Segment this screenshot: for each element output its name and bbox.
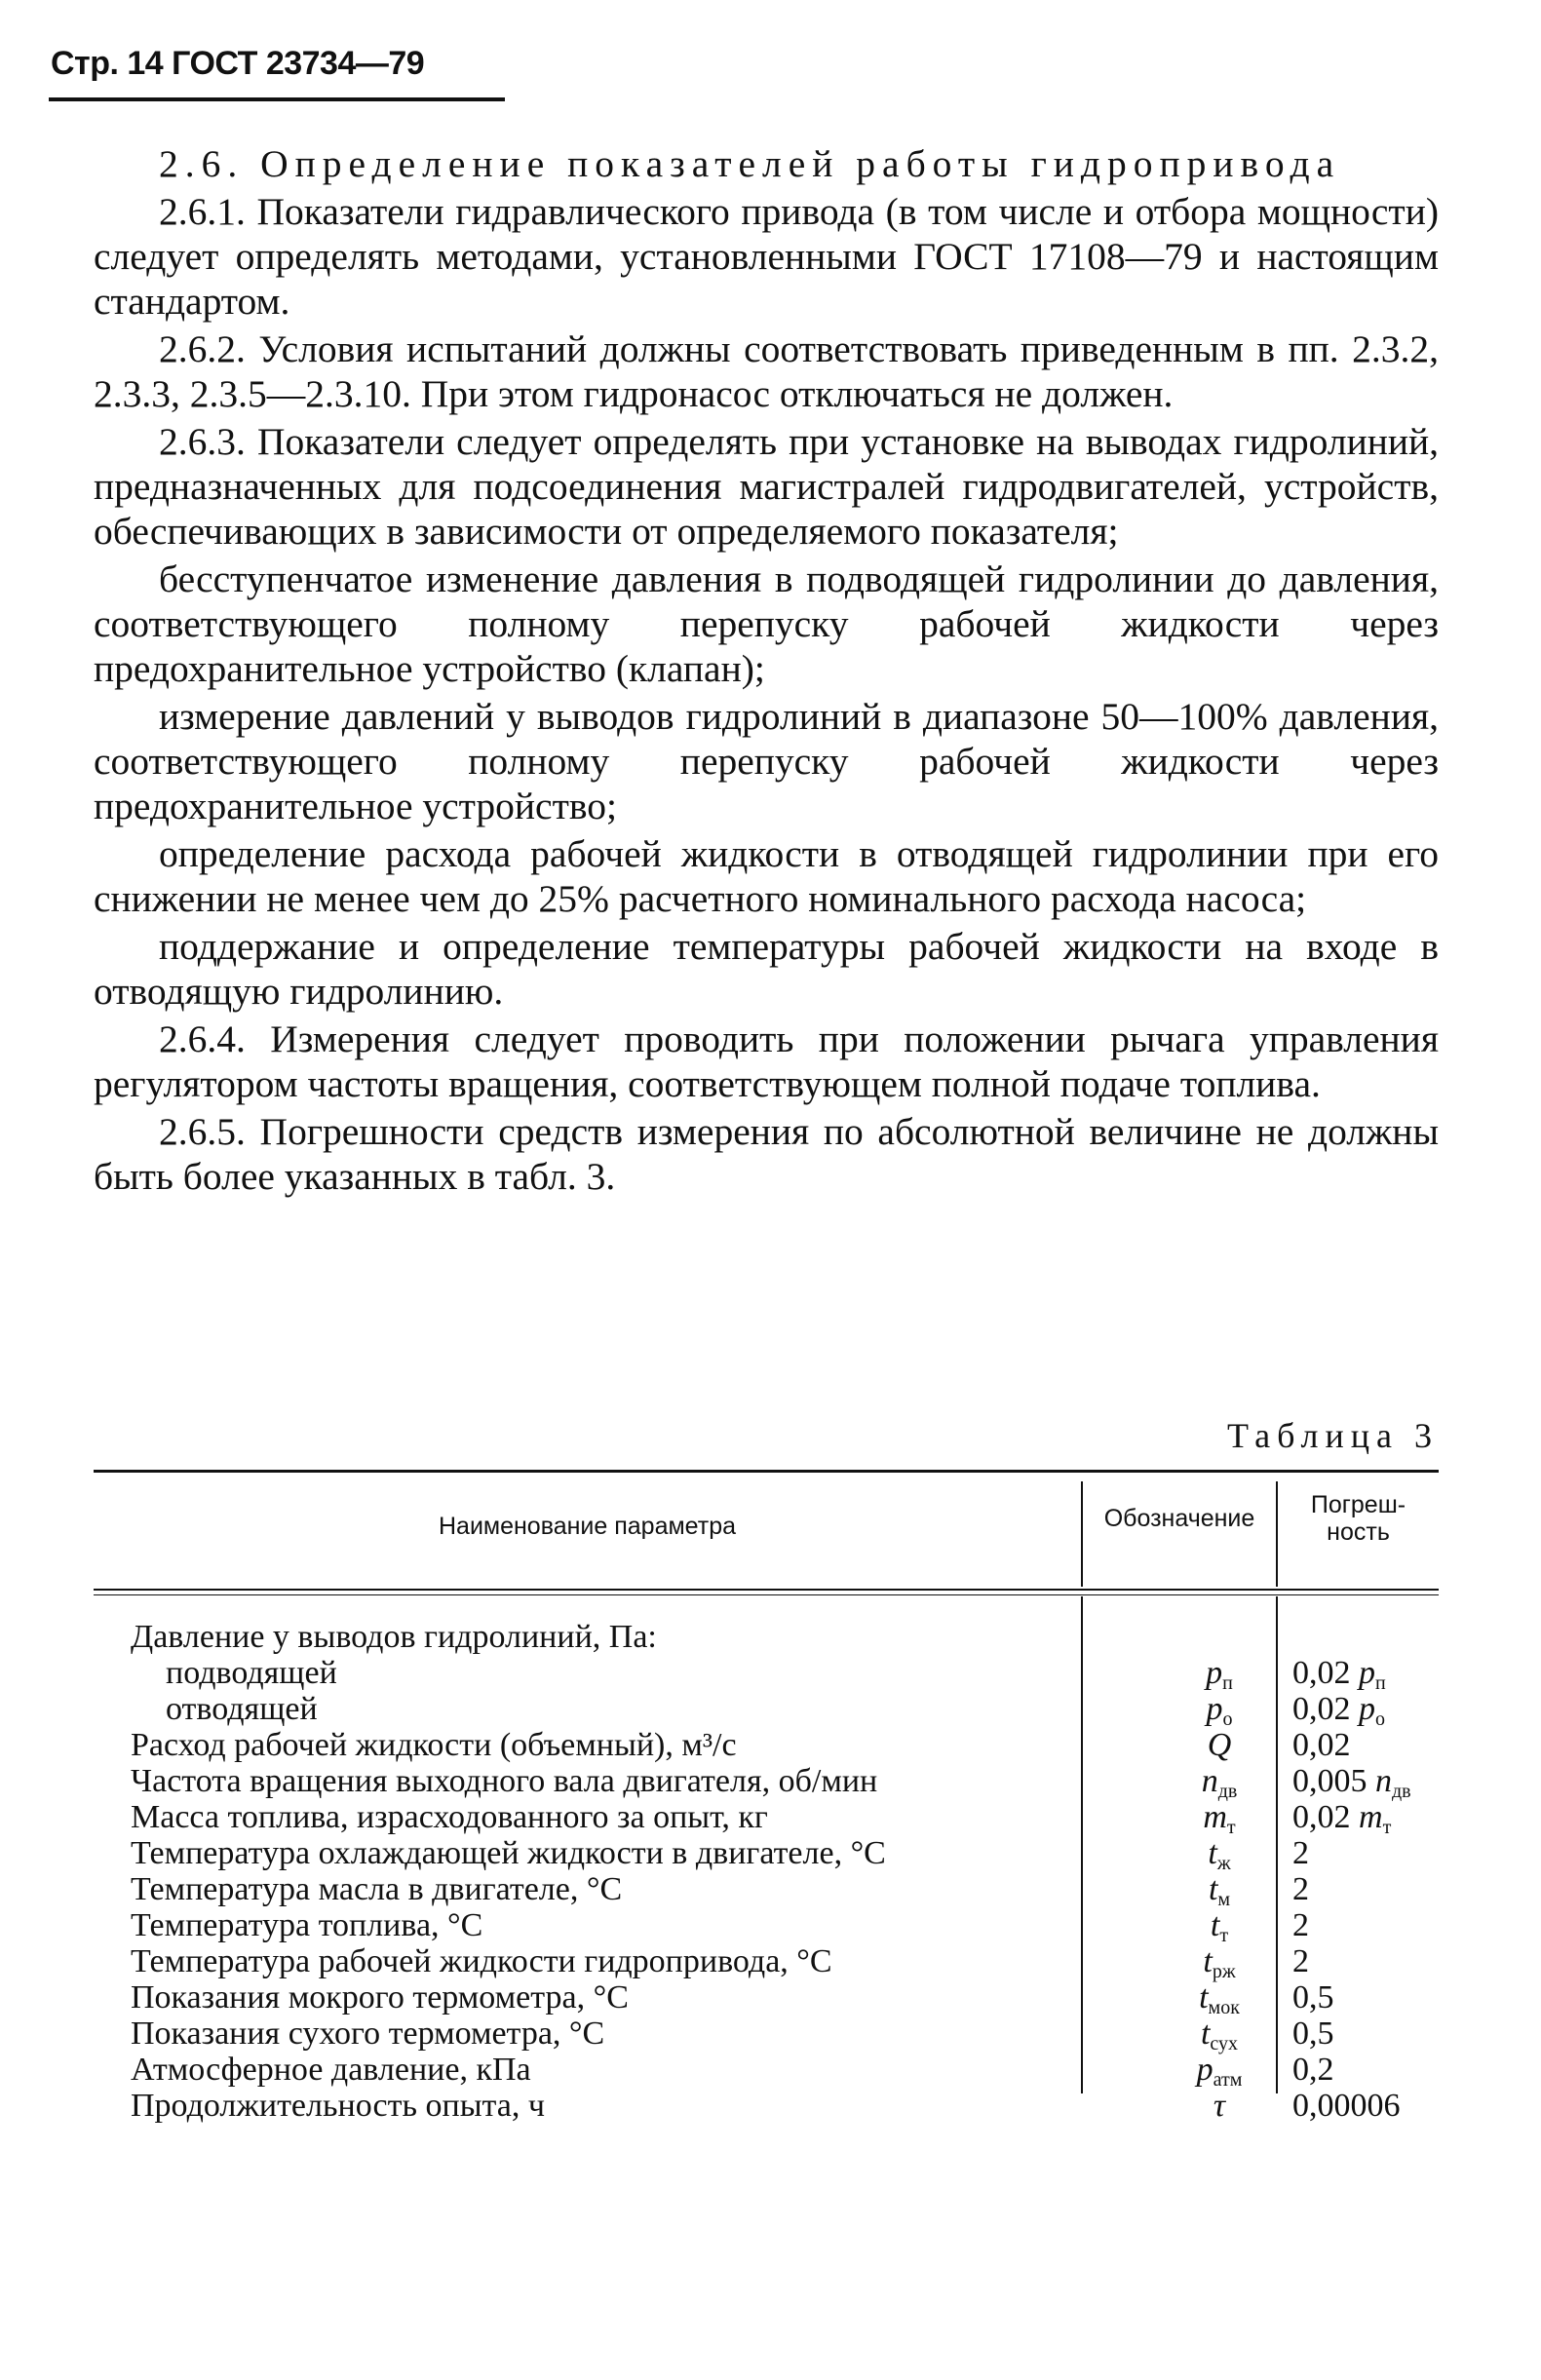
parameter-error	[1292, 2054, 1448, 2087]
symbol-subscript: п	[1222, 1672, 1233, 1694]
header-error-line2: ность	[1327, 1518, 1390, 1546]
symbol-main: m	[1203, 1799, 1227, 1835]
table-row	[94, 2015, 1439, 2054]
parameter-error	[1292, 1801, 1448, 1838]
symbol-main: t	[1203, 1943, 1213, 1979]
error-symbol: p	[1359, 1691, 1375, 1727]
section-title: 2.6. Определение показателей работы гидропривода	[159, 142, 1341, 185]
parameter-error	[1292, 1729, 1448, 1762]
parameter-name: Расход рабочей жидкости (объемный), м³/с	[131, 1727, 737, 1763]
table-row	[94, 2052, 1439, 2091]
table-row	[94, 1799, 1439, 1838]
symbol-main: t	[1200, 2015, 1211, 2052]
paragraph-2-6-2: 2.6.2. Условия испытаний должны соответствовать приведенным в пп. 2.3.2, 2.3.3, 2.3.5—2.3.10. При этом гидронасос отключаться не должен.	[94, 327, 1439, 415]
symbol-subscript: сух	[1210, 2033, 1239, 2054]
error-value: 2	[1292, 1943, 1309, 1979]
error-subscript: о	[1375, 1708, 1385, 1730]
symbol-main: Q	[1207, 1727, 1232, 1763]
table-row	[94, 1655, 1439, 1694]
table-row	[94, 2090, 1439, 2123]
symbol-subscript: дв	[1217, 1781, 1238, 1802]
header-bottom-rule-1	[94, 1589, 1439, 1591]
list-item-temperature: поддержание и определение температуры рабочей жидкости на входе в отводящую гидролинию.	[94, 925, 1439, 1013]
symbol-subscript: мок	[1208, 1997, 1240, 2018]
table-caption: Таблица 3	[1227, 1416, 1439, 1455]
symbol-main: p	[1196, 2052, 1214, 2088]
error-value: 0,02	[1292, 1655, 1351, 1691]
error-symbol: m	[1359, 1799, 1383, 1835]
error-symbol: n	[1375, 1763, 1392, 1799]
parameter-error	[1292, 2090, 1448, 2123]
error-subscript: п	[1375, 1672, 1386, 1694]
parameter-error	[1292, 2017, 1448, 2051]
header-symbol: Обозначение	[1103, 1505, 1255, 1532]
error-value: 0,005	[1292, 1763, 1368, 1799]
parameter-error	[1292, 1945, 1448, 1978]
error-symbol: p	[1359, 1655, 1375, 1691]
parameter-name: Продолжительность опыта, ч	[131, 2088, 545, 2124]
error-value: 2	[1292, 1871, 1309, 1907]
document-body	[94, 141, 1439, 1199]
error-value: 2	[1292, 1835, 1309, 1871]
error-value: 0,02	[1292, 1799, 1351, 1835]
parameter-name: Показания сухого термометра, °С	[131, 2015, 605, 2052]
parameter-error	[1292, 1765, 1448, 1802]
table-row	[94, 1621, 1439, 1654]
parameter-name: Температура масла в двигателе, °С	[131, 1871, 623, 1907]
symbol-main: p	[1206, 1691, 1223, 1727]
parameter-name: Давление у выводов гидролиний, Па:	[131, 1619, 657, 1655]
symbol-subscript: о	[1222, 1708, 1233, 1730]
symbol-main: t	[1208, 1835, 1217, 1871]
table-row	[94, 1943, 1439, 1982]
symbol-subscript: ж	[1216, 1853, 1231, 1874]
parameter-name: Показания мокрого термометра, °С	[131, 1979, 629, 2015]
symbol-subscript: т	[1219, 1925, 1229, 1946]
parameter-error	[1292, 1909, 1448, 1942]
paragraph-2-6-4: 2.6.4. Измерения следует проводить при положении рычага управления регулятором частоты вращения, соответствующем полной подаче топлива.	[94, 1017, 1439, 1105]
error-value: 0,5	[1292, 2015, 1334, 2052]
header-bottom-rule-2	[94, 1594, 1439, 1595]
header-name: Наименование параметра	[438, 1513, 737, 1540]
symbol-main: t	[1199, 1979, 1209, 2015]
parameter-name: Масса топлива, израсходованного за опыт, кг	[131, 1799, 768, 1835]
header-divider-left	[1081, 1481, 1083, 1587]
parameter-error	[1292, 1873, 1448, 1906]
symbol-main: n	[1201, 1763, 1218, 1799]
parameter-name: Температура рабочей жидкости гидропривода, °С	[131, 1943, 832, 1979]
paragraph-2-6-1: 2.6.1. Показатели гидравлического привода (в том числе и отбора мощности) следует определять методами, установленными ГОСТ 17108—79 и настоящим стандартом.	[94, 190, 1439, 323]
symbol-main: p	[1206, 1655, 1223, 1691]
list-item-pressure-measure: измерение давлений у выводов гидролиний в диапазоне 50—100% давления, соответствующего полному перепуску рабочей жидкости через предохранительное устройство;	[94, 695, 1439, 827]
parameter-name: Температура охлаждающей жидкости в двигателе, °С	[131, 1835, 886, 1871]
parameter-name: Температура топлива, °С	[131, 1907, 483, 1943]
error-subscript: дв	[1392, 1781, 1411, 1802]
parameter-name: Частота вращения выходного вала двигателя, об/мин	[131, 1763, 878, 1799]
parameter-error	[1292, 1981, 1448, 2015]
parameter-error	[1292, 1657, 1448, 1694]
header-error-line1: Погреш-	[1310, 1491, 1406, 1518]
symbol-main: t	[1210, 1907, 1220, 1943]
error-subscript: т	[1382, 1817, 1392, 1838]
paragraph-2-6-3: 2.6.3. Показатели следует определять при установке на выводах гидролиний, предназначенных для подсоединения магистралей гидродвигателей, устройств, обеспечивающих в зависимости от определяемого показателя;	[94, 420, 1439, 553]
header-rule	[49, 97, 505, 101]
paragraph-2-6-5: 2.6.5. Погрешности средств измерения по абсолютной величине не должны быть более указанных в табл. 3.	[94, 1110, 1439, 1198]
error-value: 0,02	[1292, 1727, 1351, 1763]
parameter-error	[1292, 1837, 1448, 1870]
symbol-subscript: рж	[1212, 1961, 1236, 1982]
table-row	[94, 1691, 1439, 1730]
error-value: 0,02	[1292, 1691, 1351, 1727]
symbol-subscript: атм	[1213, 2069, 1243, 2091]
table-row	[94, 1979, 1439, 2018]
table-top-rule	[94, 1470, 1439, 1473]
parameters-table	[94, 1470, 1439, 2124]
parameter-name: Атмосферное давление, кПа	[131, 2052, 531, 2088]
table-row	[94, 1907, 1439, 1946]
table-row	[94, 1871, 1439, 1910]
error-value: 0,00006	[1292, 2088, 1401, 2124]
error-value: 0,5	[1292, 1979, 1334, 2015]
parameter-name: отводящей	[166, 1691, 318, 1727]
list-item-pressure-change: бесступенчатое изменение давления в подводящей гидролинии до давления, соответствующего полному перепуску рабочей жидкости через предохранительное устройство (клапан);	[94, 557, 1439, 690]
symbol-main: t	[1208, 1871, 1218, 1907]
symbol-main: τ	[1213, 2088, 1226, 2124]
error-value: 2	[1292, 1907, 1309, 1943]
list-item-flow-measure: определение расхода рабочей жидкости в отводящей гидролинии при его снижении не менее чем до 25% расчетного номинального расхода насоса;	[94, 832, 1439, 920]
page-header: Стр. 14 ГОСТ 23734—79	[51, 45, 425, 82]
parameter-name: подводящей	[166, 1655, 337, 1691]
table-row	[94, 1729, 1439, 1762]
header-error	[1278, 1491, 1439, 1546]
symbol-subscript: м	[1217, 1889, 1231, 1910]
table-row	[94, 1763, 1439, 1802]
symbol-subscript: т	[1226, 1817, 1236, 1838]
table-row	[94, 1835, 1439, 1874]
error-value: 0,2	[1292, 2052, 1334, 2088]
parameter-error	[1292, 1693, 1448, 1730]
